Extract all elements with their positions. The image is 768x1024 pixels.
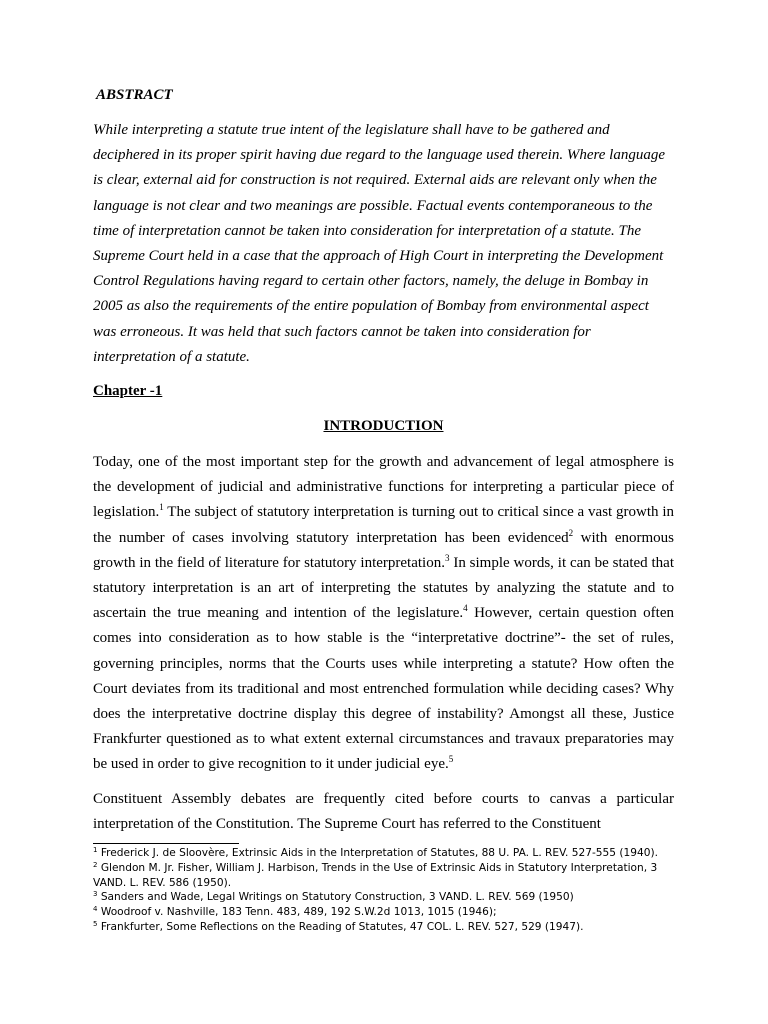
footnote-text: Frederick J. de Sloovère, Extrinsic Aids in the Interpretation of Statutes, 88 U. PA. L. REV. 527-555 (1940). xyxy=(97,847,658,859)
footnote-1 xyxy=(93,846,674,861)
footnotes-list xyxy=(93,846,674,935)
footnote-text: Sanders and Wade, Legal Writings on Statutory Construction, 3 VAND. L. REV. 569 (1950) xyxy=(97,891,574,904)
paragraph-text: However, certain question often comes into consideration as to how stable is the “interpretative doctrine”- the set of rules, governing principles, norms that the Courts uses while interpreting a statute? How often the Court deviates from its traditional and most entrenched formulation while deciding cases? Why does the interpretative doctrine display this degree of instability? Amongst all these, Justice Frankfurter questioned as to what extent external circumstances and travaux preparatories may be used in order to give recognition to it under judicial eye. xyxy=(93,605,674,773)
footnote-number: 1 xyxy=(93,846,98,854)
footnote-reference-3: 3 xyxy=(444,552,450,563)
footnote-4 xyxy=(93,905,674,920)
footnote-3 xyxy=(93,890,674,905)
paragraph-text: The subject of statutory interpretation is turning out to critical since a vast growth in the number of cases involving statutory interpretation has been evidenced xyxy=(93,504,674,546)
footnote-reference-5: 5 xyxy=(448,754,454,765)
footnote-number: 3 xyxy=(93,890,98,899)
footnote-text: Glendon M. Jr. Fisher, William J. Harbison, Trends in the Use of Extrinsic Aids in Statutory Interpretation, 3 VAND. L. REV. 586 (1950). xyxy=(93,861,658,889)
footnote-number: 4 xyxy=(93,905,98,914)
introduction-paragraph-2: Constituent Assembly debates are frequently cited before courts to canvas a particular interpretation of the Constitution. The Supreme Court has referred to the Constituent xyxy=(93,791,674,833)
footnote-5 xyxy=(93,920,674,935)
paragraph-text: Today, one of the most important step for the growth and advancement of legal atmosphere is the development of judicial and administrative functions for interpreting a particular piece of legislation. xyxy=(93,454,674,521)
abstract-text: While interpreting a statute true intent of the legislature shall have to be gathered and deciphered in its proper spirit having due regard to the language used therein. Where language is clear, external aid for construction is not required. External aids are relevant only when the language is not clear and two meanings are possible. Factual events contemporaneous to the time of interpretation cannot be taken into consideration for interpretation of a statute. The Supreme Court held in a case that the approach of High Court in interpreting the Development Control Regulations having regard to certain other factors, namely, the deluge in Bombay in 2005 as also the requirements of the entire population of Bombay from environmental aspect was erroneous. It was held that such factors cannot be taken into consideration for interpretation of a statute. xyxy=(93,122,665,365)
footnote-2 xyxy=(93,861,674,891)
footnote-separator xyxy=(93,843,239,844)
footnote-text: Frankfurter, Some Reflections on the Reading of Statutes, 47 COL. L. REV. 527, 529 (1947). xyxy=(97,920,584,933)
introduction-paragraph-1 xyxy=(93,450,674,778)
paragraph-text: with enormous growth in the field of literature for statutory interpretation. xyxy=(93,529,674,571)
footnote-reference-1: 1 xyxy=(159,502,164,513)
paragraph-text: In simple words, it can be stated that statutory interpretation is an art of interpreting the statutes by analyzing the statute and to ascertain the true meaning and intention of the legislature. xyxy=(93,554,674,622)
footnote-reference-4: 4 xyxy=(463,603,468,614)
footnote-text: Woodroof v. Nashville, 183 Tenn. 483, 489, 192 S.W.2d 1013, 1015 (1946); xyxy=(97,906,497,919)
abstract-heading: ABSTRACT xyxy=(96,87,173,103)
introduction-heading: INTRODUCTION xyxy=(323,418,444,434)
footnote-reference-2: 2 xyxy=(568,527,574,538)
footnote-number: 5 xyxy=(93,919,98,928)
chapter-label: Chapter -1 xyxy=(93,383,163,399)
footnote-number: 2 xyxy=(93,860,98,869)
